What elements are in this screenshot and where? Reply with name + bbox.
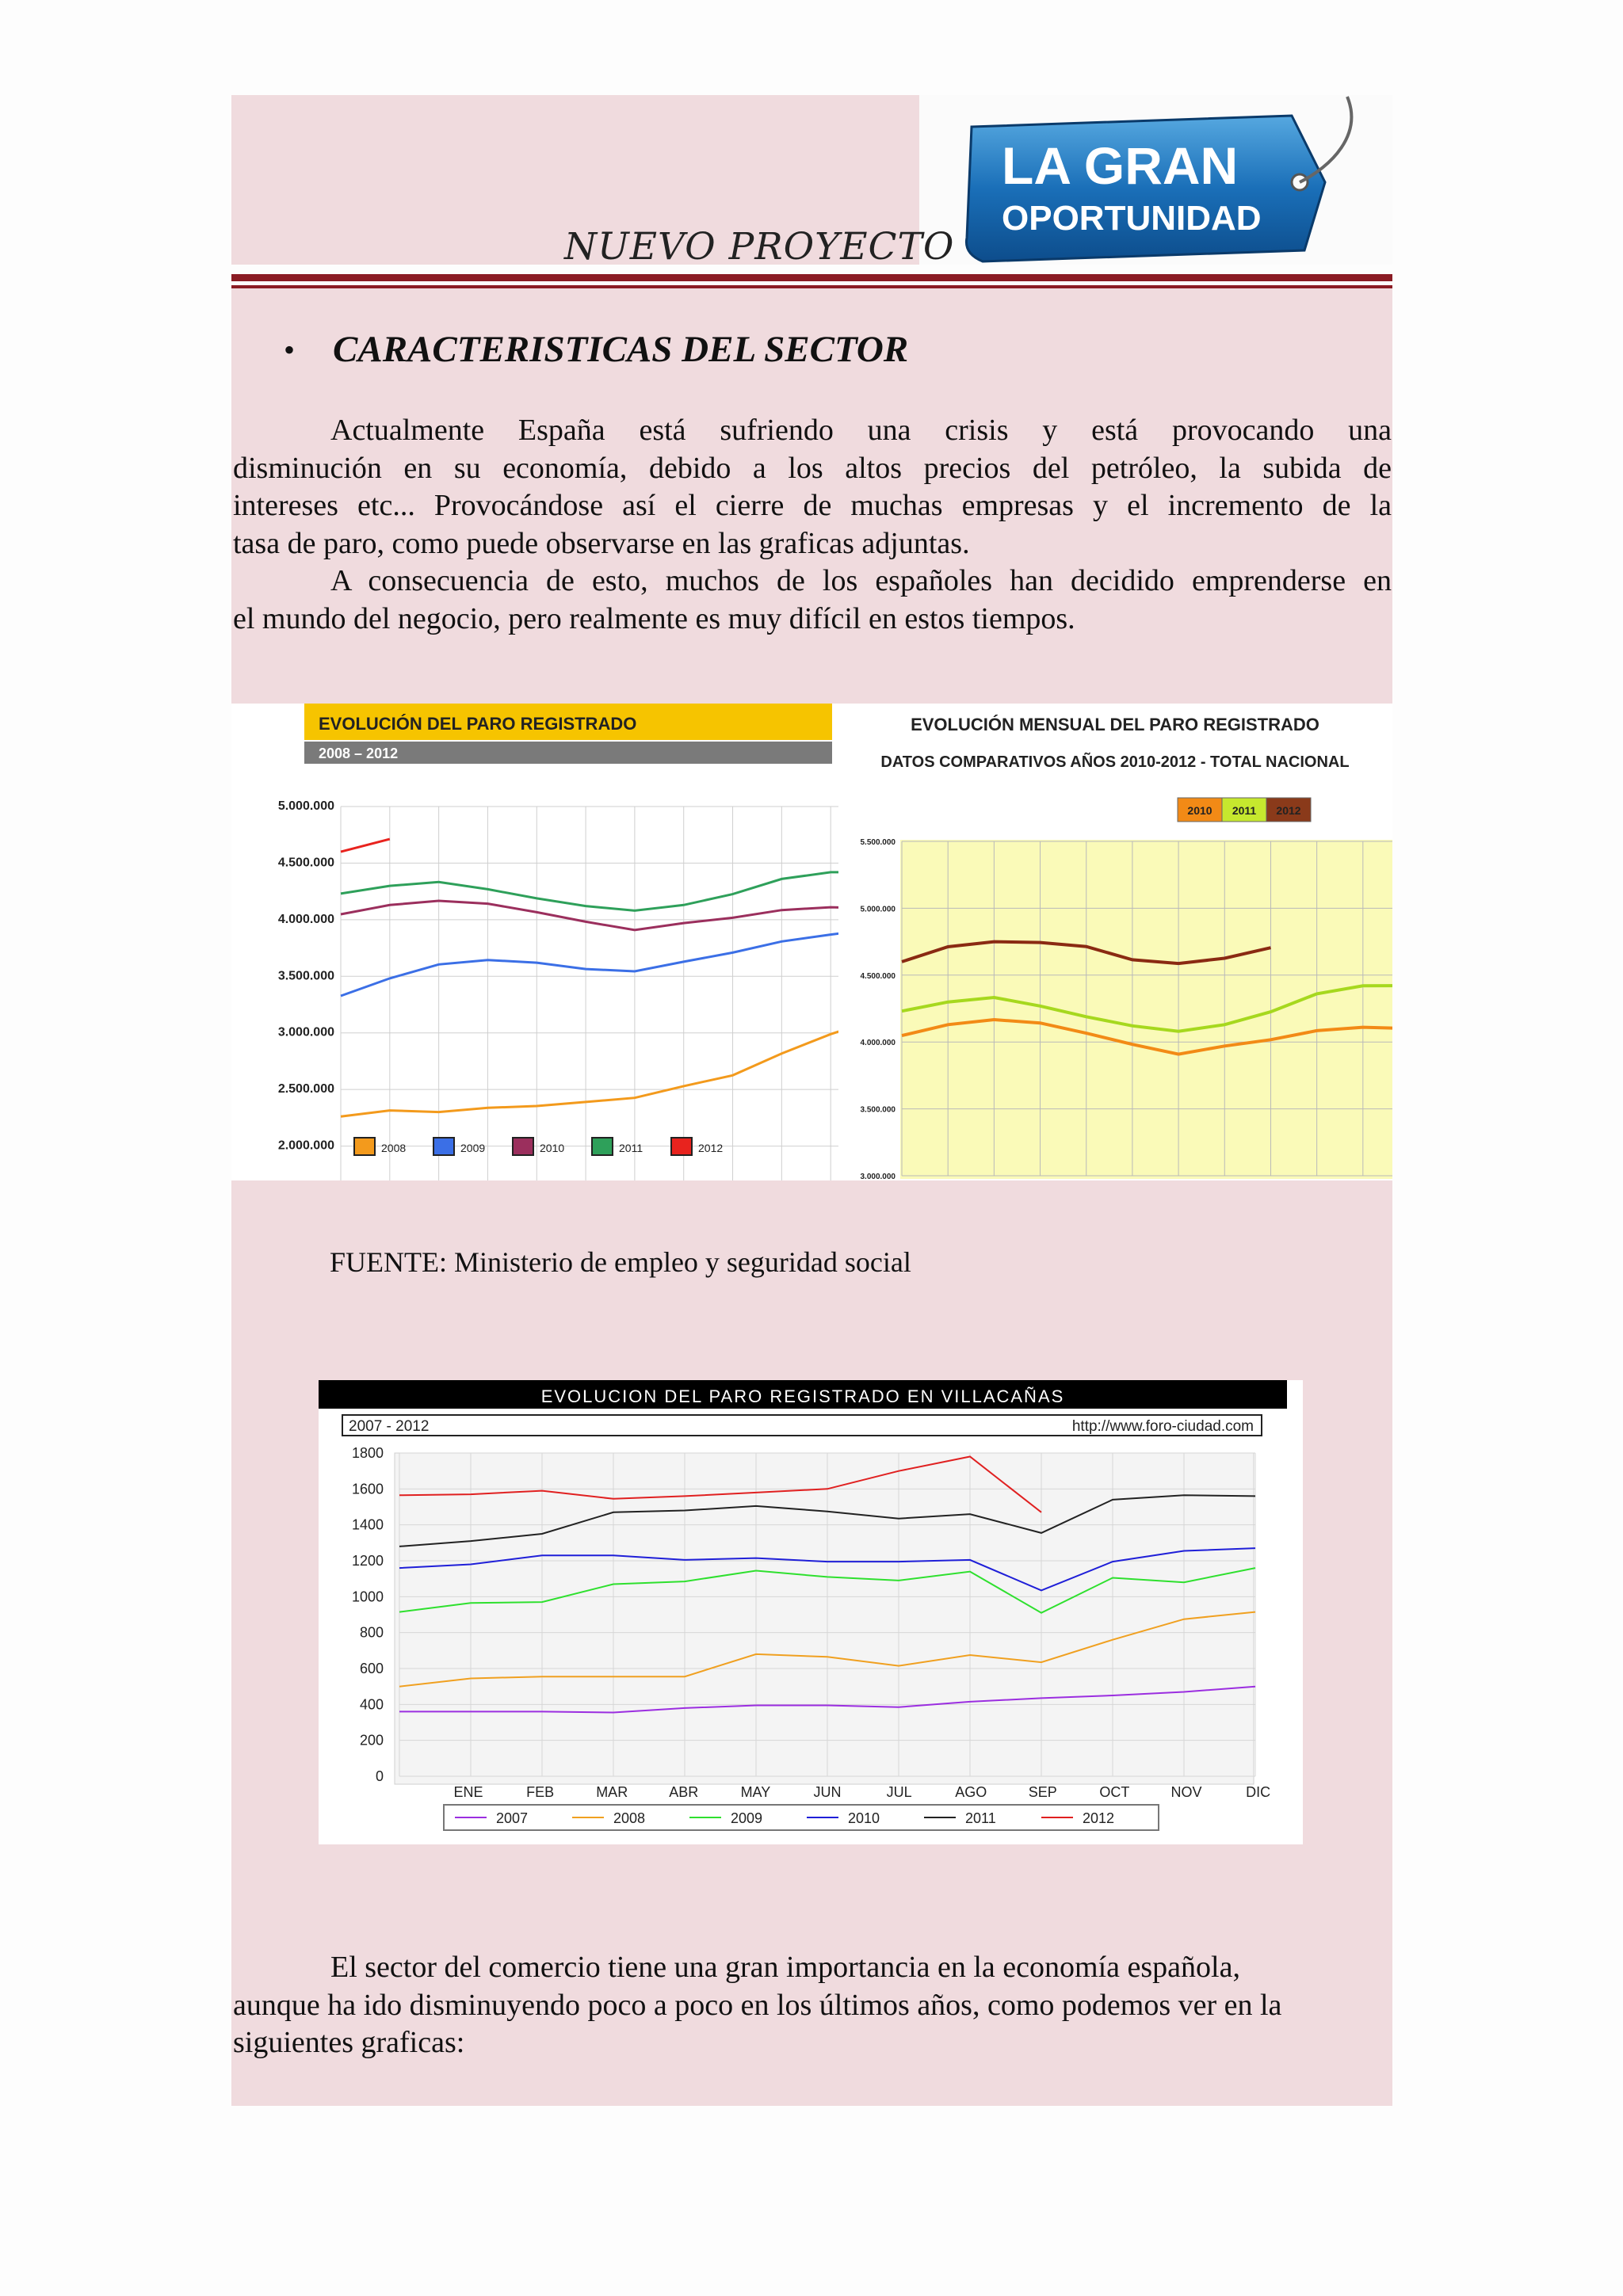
para3-line: El sector del comercio tiene una gran importancia en la economía española,: [330, 1951, 1240, 1984]
y-tick-label: 1800: [351, 1445, 384, 1461]
chart-source-url: http://www.foro-ciudad.com: [1071, 1418, 1254, 1435]
plot-area: [900, 840, 1392, 1179]
logo-line2: OPORTUNIDAD: [1002, 199, 1262, 238]
y-tick-label: 1000: [351, 1589, 384, 1605]
y-tick-label: 200: [359, 1732, 384, 1749]
chart-evolucion-paro: [231, 704, 838, 1180]
legend-swatch-2010: [513, 1138, 533, 1155]
x-tick-label: MAR: [596, 1784, 628, 1800]
chart-evolucion-mensual: [838, 704, 1392, 1180]
chart-subtitle: 2008 – 2012: [319, 746, 399, 761]
y-tick-label: 5.000.000: [277, 799, 334, 813]
y-tick-label: 1200: [351, 1553, 384, 1569]
y-tick-label: 4.500.000: [860, 971, 896, 981]
para2-line: A consecuencia de esto, muchos de los españoles han decidido emprenderse en: [330, 564, 1392, 597]
x-tick-label: NOV: [1170, 1784, 1202, 1800]
y-tick-label: 4.500.000: [277, 856, 334, 870]
legend-label: 2007: [496, 1810, 529, 1826]
para1-line: Actualmente España está sufriendo una crisis y está provocando una: [330, 414, 1392, 447]
legend-swatch-2009: [433, 1138, 454, 1155]
chart-title: EVOLUCION DEL PARO REGISTRADO EN VILLACAÑAS: [540, 1386, 1065, 1406]
legend-swatch-2008: [354, 1138, 375, 1155]
y-tick-label: 1600: [351, 1481, 384, 1497]
y-tick-label: 2.500.000: [277, 1082, 334, 1097]
legend-label: 2012: [698, 1142, 724, 1154]
legend-label: 2011: [965, 1810, 996, 1826]
paragraph-1: [233, 412, 1392, 563]
legend-swatch-2012: [671, 1138, 692, 1155]
chart-title: EVOLUCIÓN MENSUAL DEL PARO REGISTRADO: [911, 715, 1319, 734]
x-tick-label: SEP: [1028, 1784, 1057, 1800]
legend-label: 2011: [1232, 804, 1257, 817]
y-tick-label: 3.500.000: [860, 1105, 896, 1115]
chart-bg: [231, 704, 838, 1180]
y-tick-label: 3.000.000: [860, 1173, 896, 1180]
x-tick-label: FEB: [526, 1784, 555, 1800]
x-tick-label: OCT: [1099, 1784, 1130, 1800]
section-title: CARACTERISTICAS DEL SECTOR: [333, 329, 909, 370]
legend-swatch-2011: [592, 1138, 613, 1155]
legend-label: 2011: [619, 1142, 643, 1154]
x-tick-label: JUN: [813, 1784, 842, 1800]
y-tick-label: 800: [359, 1624, 384, 1641]
legend-label: 2009: [460, 1142, 486, 1154]
chart-subtitle: DATOS COMPARATIVOS AÑOS 2010-2012 - TOTAL NACIONAL: [880, 753, 1350, 771]
y-tick-label: 4.000.000: [277, 912, 334, 926]
y-tick-label: 5.000.000: [860, 905, 896, 914]
x-tick-label: JUL: [886, 1784, 912, 1800]
plot-frame: [395, 1453, 1254, 1784]
y-tick-label: 2.000.000: [277, 1138, 334, 1153]
legend-label: 2010: [540, 1142, 565, 1154]
para1-line: tasa de paro, como puede observarse en las graficas adjuntas.: [233, 526, 970, 560]
legend-label: 2012: [1276, 804, 1301, 817]
para2-line: el mundo del negocio, pero realmente es muy difícil en estos tiempos.: [233, 601, 1075, 635]
x-tick-label: DIC: [1246, 1784, 1271, 1800]
paragraph-3: [233, 1949, 1392, 2062]
y-tick-label: 3.000.000: [277, 1025, 334, 1039]
chart-subtitle: 2007 - 2012: [349, 1418, 430, 1435]
x-tick-label: ENE: [453, 1784, 483, 1800]
x-tick-label: MAY: [740, 1784, 771, 1800]
para3-line: aunque ha ido disminuyendo poco a poco en los últimos años, como podemos ver en la: [233, 1988, 1282, 2022]
la-gran-oportunidad-logo: [919, 95, 1392, 265]
para1-line: disminución en su economía, debido a los altos precios del petróleo, la subida de: [233, 451, 1392, 485]
legend-label: 2008: [613, 1810, 646, 1826]
y-tick-label: 5.500.000: [860, 838, 896, 847]
bullet: •: [284, 332, 296, 368]
chart-villacanas: [319, 1380, 1303, 1844]
legend-label: 2010: [1187, 804, 1212, 817]
header-rule-thin: [231, 285, 1392, 288]
y-tick-label: 400: [359, 1696, 384, 1713]
y-tick-label: 0: [375, 1768, 384, 1784]
legend-label: 2009: [731, 1810, 763, 1826]
chart-title: EVOLUCIÓN DEL PARO REGISTRADO: [319, 714, 637, 734]
y-tick-label: 1400: [351, 1516, 384, 1533]
para1-line: intereses etc... Provocándose así el cierre de muchas empresas y el incremento de la: [233, 489, 1392, 522]
para3-line: siguientes graficas:: [233, 2026, 465, 2059]
paragraph-2: [233, 563, 1392, 638]
y-tick-label: 600: [359, 1661, 384, 1676]
source-note: FUENTE: Ministerio de empleo y seguridad social: [330, 1246, 911, 1278]
header-title: NUEVO PROYECTO: [564, 225, 955, 269]
y-tick-label: 4.000.000: [860, 1039, 896, 1048]
header-rule: [231, 274, 1392, 281]
x-tick-label: ABR: [669, 1784, 699, 1800]
legend-label: 2012: [1083, 1810, 1115, 1826]
y-tick-label: 3.500.000: [277, 969, 334, 983]
legend-label: 2008: [381, 1142, 407, 1154]
logo-line1: LA GRAN: [1002, 136, 1239, 195]
legend-label: 2010: [848, 1810, 880, 1826]
x-tick-label: AGO: [955, 1784, 987, 1800]
